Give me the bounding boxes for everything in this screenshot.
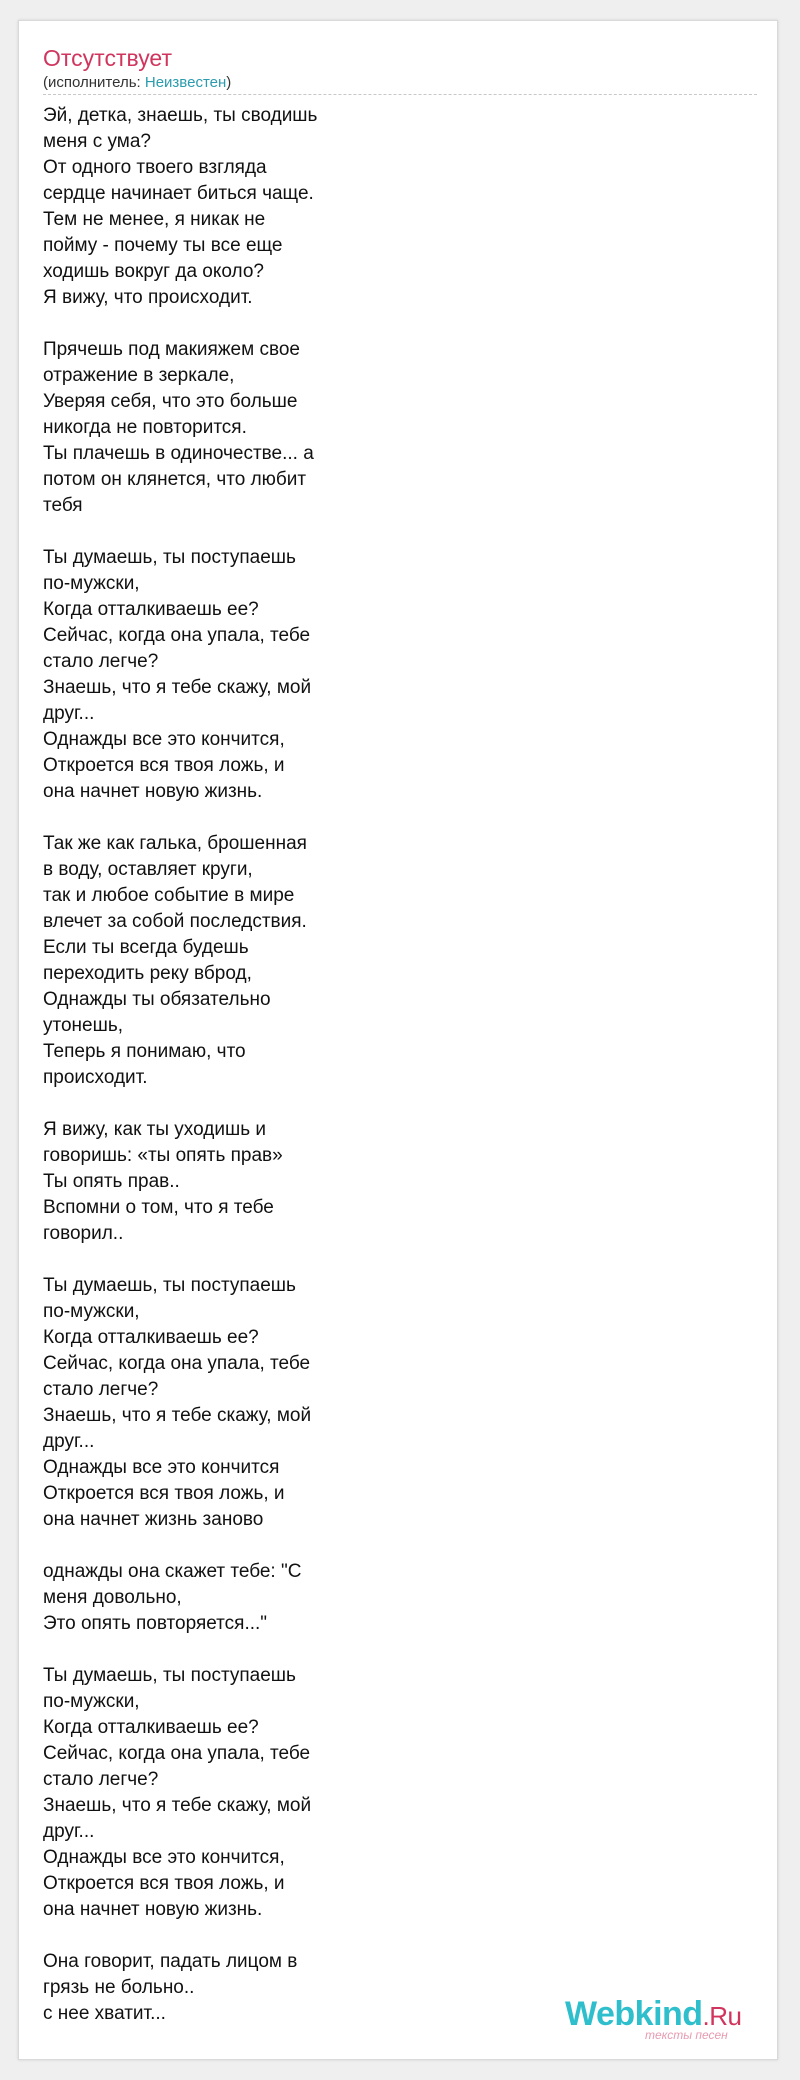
webkind-logo[interactable] (565, 1994, 775, 2044)
header-divider (43, 94, 757, 95)
logo-name: Webkind (565, 1995, 703, 2033)
artist-link[interactable]: Неизвестен (144, 74, 227, 91)
performer-suffix: ) (226, 74, 232, 91)
logo-tld: .Ru (702, 2001, 742, 2031)
song-title: Отсутствует (43, 45, 172, 71)
logo-tagline: тексты песен (645, 2028, 728, 2042)
lyrics-text: Эй, детка, знаешь, ты сводишь меня с ума? От одного твоего взгляда сердце начинает биться чаще. Тем не менее, я никак не пойму - почему ты все еще ходишь вокруг да около? Я вижу, что происходит. Прячешь под макияжем свое отражение в зеркале, Уверяя себя, что это больше никогда не повторится. Ты плачешь в одиночестве... а потом он клянется, что любит тебя Ты думаешь, ты поступаешь по-мужски, Когда отталкиваешь ее? Сейчас, когда она упала, тебе стало легче? Знаешь, что я тебе скажу, мой друг... Однажды все это кончится, Откроется вся твоя ложь, и она начнет новую жизнь. Так же как галька, брошенная в воду, оставляет круги, так и любое событие в мире влечет за собой последствия. Если ты всегда будешь переходить реку вброд, Однажды ты обязательно утонешь, Теперь я понимаю, что происходит. Я вижу, как ты уходишь и говоришь: «ты опять прав» Ты опять прав.. Вспомни о том, что я тебе говорил.. Ты думаешь, ты поступаешь по-мужски, Когда отталкиваешь ее? Сейчас, когда она упала, тебе стало легче? Знаешь, что я тебе скажу, мой друг... Однажды все это кончится Откроется вся твоя ложь, и она начнет жизнь заново однажды она скажет тебе: "С меня довольно, Это опять повторяется..." Ты думаешь, ты поступаешь по-мужски, Когда отталкиваешь ее? Сейчас, когда она упала, тебе стало легче? Знаешь, что я тебе скажу, мой друг... Однажды все это кончится, Откроется вся твоя ложь, и она начнет новую жизнь. Она говорит, падать лицом в грязь не больно.. с нее хватит... (43, 105, 318, 2024)
performer-prefix: (исполнитель: (43, 74, 145, 91)
performer-line (43, 73, 231, 93)
lyrics-card (18, 20, 778, 2060)
